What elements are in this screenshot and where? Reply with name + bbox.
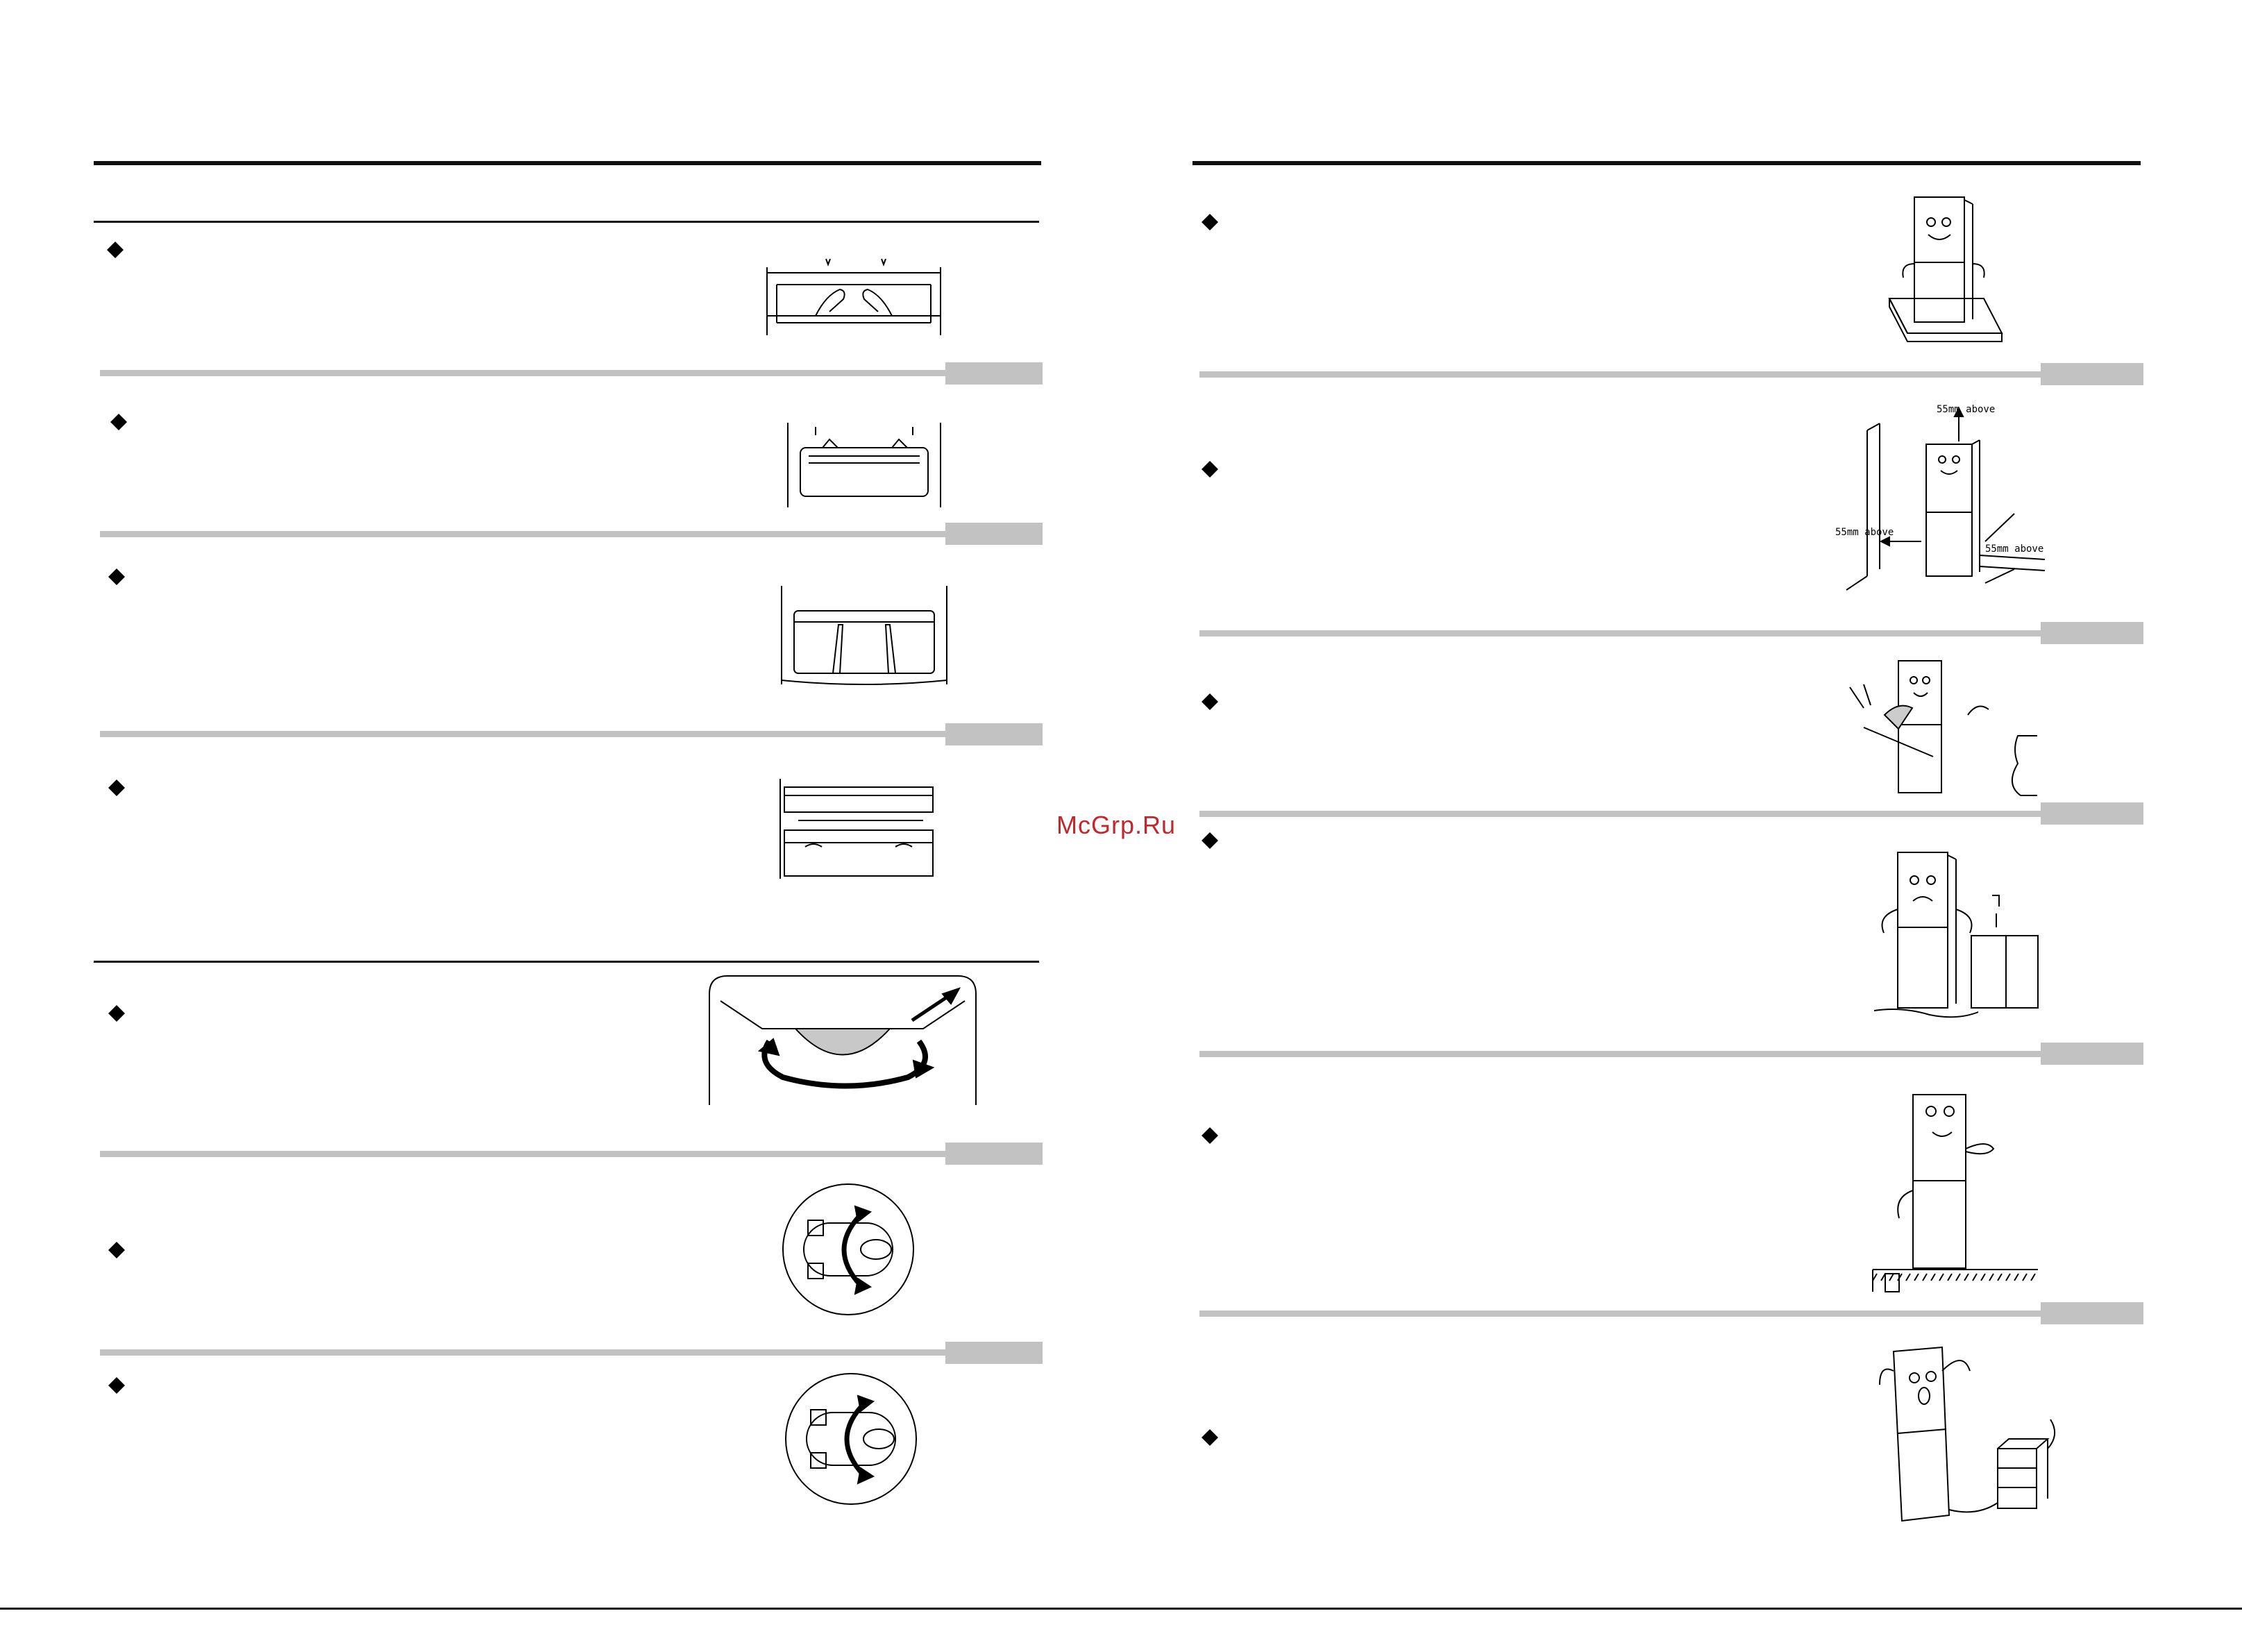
bullet-icon — [108, 1241, 126, 1259]
gray-divider — [100, 531, 947, 537]
left-top-rule — [94, 161, 1041, 165]
gray-divider — [1199, 1051, 2041, 1057]
gray-divider — [100, 731, 947, 737]
fridge-no-flammables-illustration — [1836, 652, 2037, 797]
gray-tab — [945, 523, 1043, 545]
gray-tab — [945, 1342, 1043, 1364]
bullet-icon — [1201, 1127, 1219, 1145]
left-section-rule-1 — [94, 221, 1039, 223]
lamp-cover-illustration — [707, 973, 979, 1106]
gray-divider — [100, 1151, 947, 1157]
door-knob-reverse-illustration — [782, 1371, 920, 1507]
shelf-removal-illustration — [760, 253, 947, 337]
clearance-top-label: 55mm above — [1937, 404, 1996, 415]
freezer-drawer-illustration — [777, 777, 937, 882]
fridge-on-level-floor-illustration — [1887, 194, 2005, 355]
gray-tab — [2041, 622, 2143, 644]
bullet-icon — [1201, 460, 1219, 478]
gray-tab — [945, 362, 1043, 385]
clearance-back-label: 55mm above — [1985, 543, 2044, 555]
gray-tab — [2041, 1302, 2143, 1324]
page-bottom-rule — [0, 1608, 2242, 1610]
gray-tab — [2041, 363, 2143, 385]
bullet-icon — [1201, 1428, 1219, 1447]
gray-tab — [2041, 1043, 2143, 1065]
crisper-drawer-illustration — [777, 583, 951, 687]
fridge-away-from-water-illustration — [1867, 847, 2042, 1019]
bullet-icon — [110, 413, 128, 431]
gray-divider — [1199, 811, 2041, 817]
fridge-away-from-heat-illustration — [1866, 1343, 2060, 1525]
left-section-rule-2 — [94, 961, 1039, 963]
bullet-icon — [108, 1004, 126, 1022]
gray-divider — [1199, 371, 2041, 378]
gray-tab — [945, 1143, 1043, 1165]
gray-divider — [100, 370, 947, 376]
bullet-icon — [1201, 213, 1219, 231]
fridge-stable-floor-illustration — [1869, 1086, 2042, 1295]
gray-tab — [2041, 802, 2143, 825]
bullet-icon — [1201, 693, 1219, 711]
gray-divider — [1199, 1310, 2041, 1317]
bullet-icon — [108, 779, 126, 797]
bullet-icon — [108, 568, 126, 586]
door-knob-rotate-illustration — [779, 1181, 918, 1317]
gray-tab — [945, 723, 1043, 745]
watermark: McGrp.Ru — [1056, 811, 1177, 839]
bullet-icon — [1201, 832, 1219, 850]
gray-divider — [100, 1349, 947, 1356]
bullet-icon — [108, 1376, 126, 1394]
bullet-icon — [106, 241, 124, 259]
fridge-clearance-illustration — [1832, 403, 2048, 591]
right-top-rule — [1192, 161, 2141, 165]
clearance-side-label: 55mm above — [1835, 527, 1894, 538]
crisper-cover-illustration — [781, 420, 947, 510]
gray-divider — [1199, 630, 2041, 637]
